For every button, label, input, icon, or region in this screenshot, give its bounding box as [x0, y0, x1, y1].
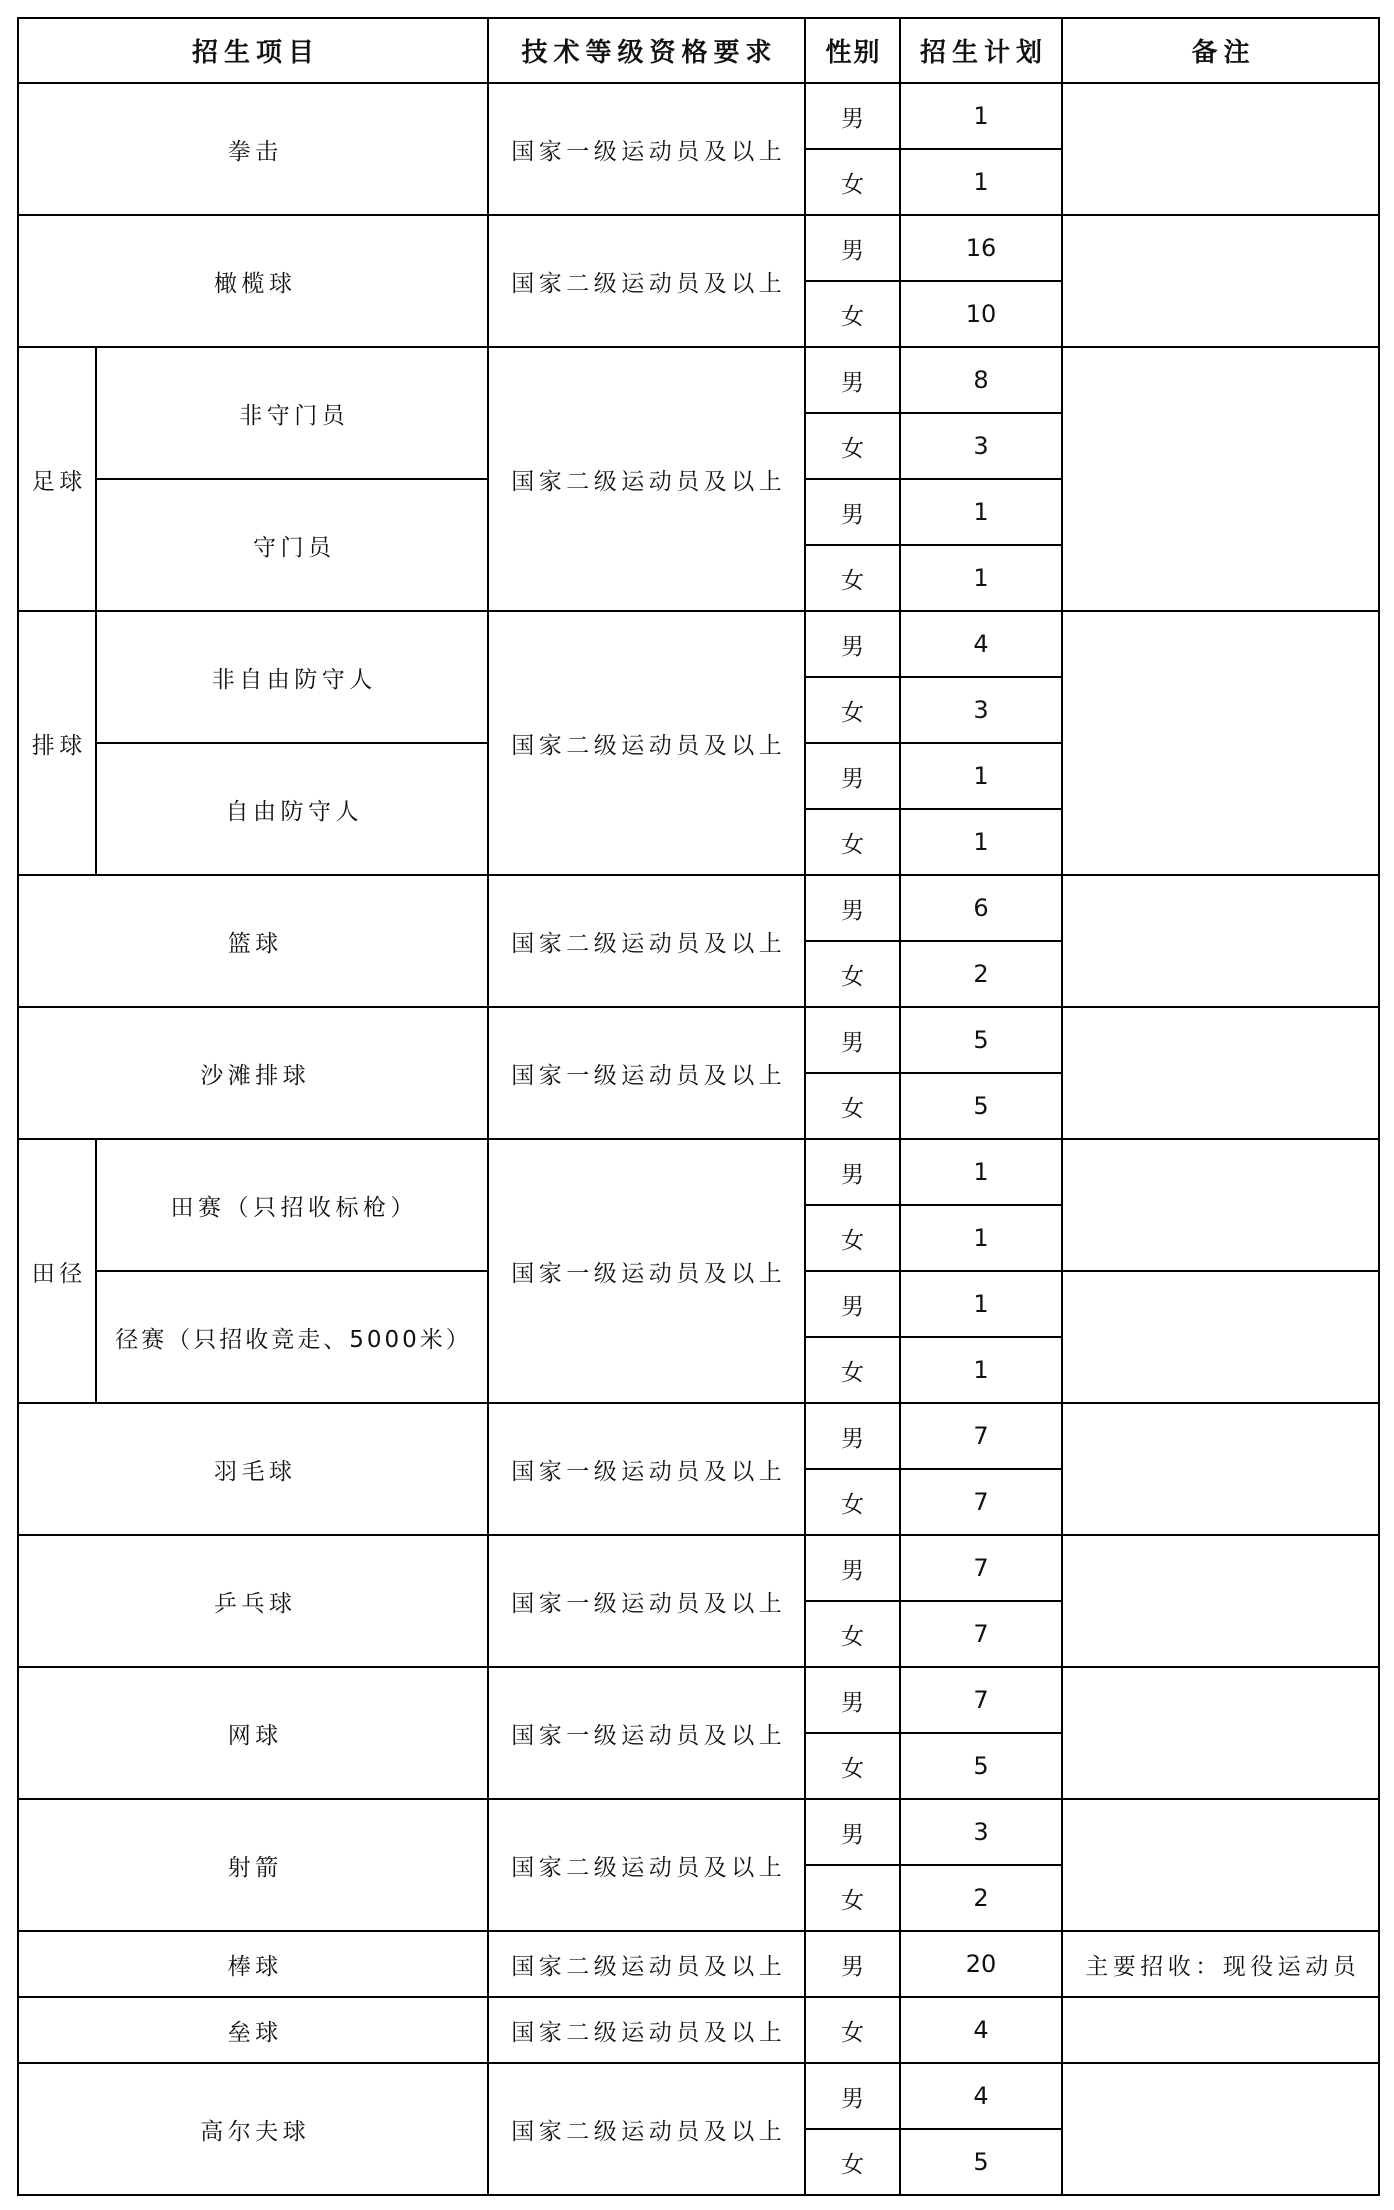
quota-cell: 2: [900, 1865, 1062, 1931]
gender-cell: 男: [805, 479, 900, 545]
table-row: [18, 1799, 1379, 1865]
quota-cell: 5: [900, 1733, 1062, 1799]
table-row: [18, 875, 1379, 941]
remark-cell: [1062, 1271, 1379, 1403]
sport-group-name: 排球: [18, 611, 96, 875]
remark-cell: [1062, 1799, 1379, 1931]
quota-cell: 1: [900, 1337, 1062, 1403]
quota-cell: 1: [900, 1139, 1062, 1205]
gender-cell: 男: [805, 875, 900, 941]
gender-cell: 女: [805, 1997, 900, 2063]
gender-cell: 男: [805, 611, 900, 677]
quota-cell: 1: [900, 479, 1062, 545]
gender-cell: 男: [805, 1931, 900, 1997]
header-quota: 招生计划: [900, 18, 1062, 83]
table-row: [18, 2063, 1379, 2129]
sport-name: 拳击: [18, 83, 488, 215]
remark-cell: [1062, 611, 1379, 875]
table-row: [18, 83, 1379, 149]
gender-cell: 女: [805, 1337, 900, 1403]
quota-cell: 7: [900, 1403, 1062, 1469]
quota-cell: 7: [900, 1601, 1062, 1667]
gender-cell: 男: [805, 215, 900, 281]
quota-cell: 5: [900, 2129, 1062, 2195]
requirement-cell: 国家二级运动员及以上: [488, 1997, 805, 2063]
sport-name: 射箭: [18, 1799, 488, 1931]
header-item: 招生项目: [18, 18, 488, 83]
gender-cell: 女: [805, 941, 900, 1007]
requirement-cell: 国家二级运动员及以上: [488, 1799, 805, 1931]
remark-cell: [1062, 1667, 1379, 1799]
subitem-name: 径赛（只招收竞走、5000米）: [96, 1271, 488, 1403]
sport-name: 乒乓球: [18, 1535, 488, 1667]
gender-cell: 男: [805, 1403, 900, 1469]
quota-cell: 7: [900, 1667, 1062, 1733]
subitem-name: 自由防守人: [96, 743, 488, 875]
subitem-name: 田赛（只招收标枪）: [96, 1139, 488, 1271]
gender-cell: 女: [805, 1601, 900, 1667]
quota-cell: 1: [900, 545, 1062, 611]
table-header: [18, 18, 1379, 83]
table-row: [18, 611, 1379, 677]
remark-cell: 主要招收：现役运动员: [1062, 1931, 1379, 1997]
gender-cell: 女: [805, 677, 900, 743]
gender-cell: 男: [805, 347, 900, 413]
quota-cell: 1: [900, 1205, 1062, 1271]
sport-name: 网球: [18, 1667, 488, 1799]
table-row: [18, 1667, 1379, 1733]
gender-cell: 女: [805, 281, 900, 347]
requirement-cell: 国家一级运动员及以上: [488, 1667, 805, 1799]
subitem-name: 非守门员: [96, 347, 488, 479]
requirement-cell: 国家二级运动员及以上: [488, 2063, 805, 2195]
gender-cell: 女: [805, 413, 900, 479]
remark-cell: [1062, 1997, 1379, 2063]
quota-cell: 3: [900, 1799, 1062, 1865]
requirement-cell: 国家一级运动员及以上: [488, 1535, 805, 1667]
remark-cell: [1062, 83, 1379, 215]
header-remark: 备注: [1062, 18, 1379, 83]
requirement-cell: 国家二级运动员及以上: [488, 611, 805, 875]
table-row: [18, 1997, 1379, 2063]
quota-cell: 5: [900, 1073, 1062, 1139]
subitem-name: 守门员: [96, 479, 488, 611]
remark-cell: [1062, 1139, 1379, 1271]
quota-cell: 3: [900, 677, 1062, 743]
table-header-row: [18, 18, 1379, 83]
gender-cell: 男: [805, 743, 900, 809]
requirement-cell: 国家一级运动员及以上: [488, 1403, 805, 1535]
quota-cell: 1: [900, 809, 1062, 875]
table-row: [18, 1403, 1379, 1469]
sport-group-name: 田径: [18, 1139, 96, 1403]
quota-cell: 1: [900, 1271, 1062, 1337]
remark-cell: [1062, 347, 1379, 611]
remark-cell: [1062, 1403, 1379, 1535]
requirement-cell: 国家一级运动员及以上: [488, 1139, 805, 1403]
gender-cell: 女: [805, 1073, 900, 1139]
gender-cell: 男: [805, 1799, 900, 1865]
quota-cell: 4: [900, 2063, 1062, 2129]
header-gender: 性别: [805, 18, 900, 83]
requirement-cell: 国家一级运动员及以上: [488, 1007, 805, 1139]
quota-cell: 1: [900, 149, 1062, 215]
quota-cell: 1: [900, 743, 1062, 809]
requirement-cell: 国家二级运动员及以上: [488, 347, 805, 611]
gender-cell: 女: [805, 1205, 900, 1271]
quota-cell: 7: [900, 1535, 1062, 1601]
gender-cell: 女: [805, 149, 900, 215]
sport-name: 沙滩排球: [18, 1007, 488, 1139]
gender-cell: 男: [805, 83, 900, 149]
sport-name: 高尔夫球: [18, 2063, 488, 2195]
quota-cell: 1: [900, 83, 1062, 149]
sport-name: 羽毛球: [18, 1403, 488, 1535]
gender-cell: 女: [805, 809, 900, 875]
quota-cell: 20: [900, 1931, 1062, 1997]
table-body: [18, 83, 1379, 2195]
table-row: [18, 1931, 1379, 1997]
remark-cell: [1062, 1007, 1379, 1139]
quota-cell: 2: [900, 941, 1062, 1007]
remark-cell: [1062, 1535, 1379, 1667]
quota-cell: 10: [900, 281, 1062, 347]
requirement-cell: 国家二级运动员及以上: [488, 215, 805, 347]
header-requirement: 技术等级资格要求: [488, 18, 805, 83]
quota-cell: 3: [900, 413, 1062, 479]
quota-cell: 5: [900, 1007, 1062, 1073]
gender-cell: 女: [805, 1733, 900, 1799]
requirement-cell: 国家一级运动员及以上: [488, 83, 805, 215]
table-row: [18, 1007, 1379, 1073]
gender-cell: 男: [805, 2063, 900, 2129]
gender-cell: 男: [805, 1271, 900, 1337]
sport-name: 橄榄球: [18, 215, 488, 347]
requirement-cell: 国家二级运动员及以上: [488, 1931, 805, 1997]
quota-cell: 6: [900, 875, 1062, 941]
quota-cell: 7: [900, 1469, 1062, 1535]
admissions-table: [17, 17, 1380, 2196]
gender-cell: 男: [805, 1667, 900, 1733]
table-row: [18, 347, 1379, 413]
table-row: [18, 1535, 1379, 1601]
table-row: [18, 1139, 1379, 1205]
quota-cell: 16: [900, 215, 1062, 281]
gender-cell: 女: [805, 2129, 900, 2195]
remark-cell: [1062, 2063, 1379, 2195]
sport-name: 篮球: [18, 875, 488, 1007]
subitem-name: 非自由防守人: [96, 611, 488, 743]
quota-cell: 8: [900, 347, 1062, 413]
requirement-cell: 国家二级运动员及以上: [488, 875, 805, 1007]
remark-cell: [1062, 215, 1379, 347]
sport-name: 垒球: [18, 1997, 488, 2063]
quota-cell: 4: [900, 1997, 1062, 2063]
gender-cell: 男: [805, 1139, 900, 1205]
gender-cell: 女: [805, 1469, 900, 1535]
gender-cell: 女: [805, 1865, 900, 1931]
gender-cell: 男: [805, 1535, 900, 1601]
table-row: [18, 215, 1379, 281]
sport-name: 棒球: [18, 1931, 488, 1997]
gender-cell: 女: [805, 545, 900, 611]
gender-cell: 男: [805, 1007, 900, 1073]
remark-cell: [1062, 875, 1379, 1007]
sport-group-name: 足球: [18, 347, 96, 611]
quota-cell: 4: [900, 611, 1062, 677]
